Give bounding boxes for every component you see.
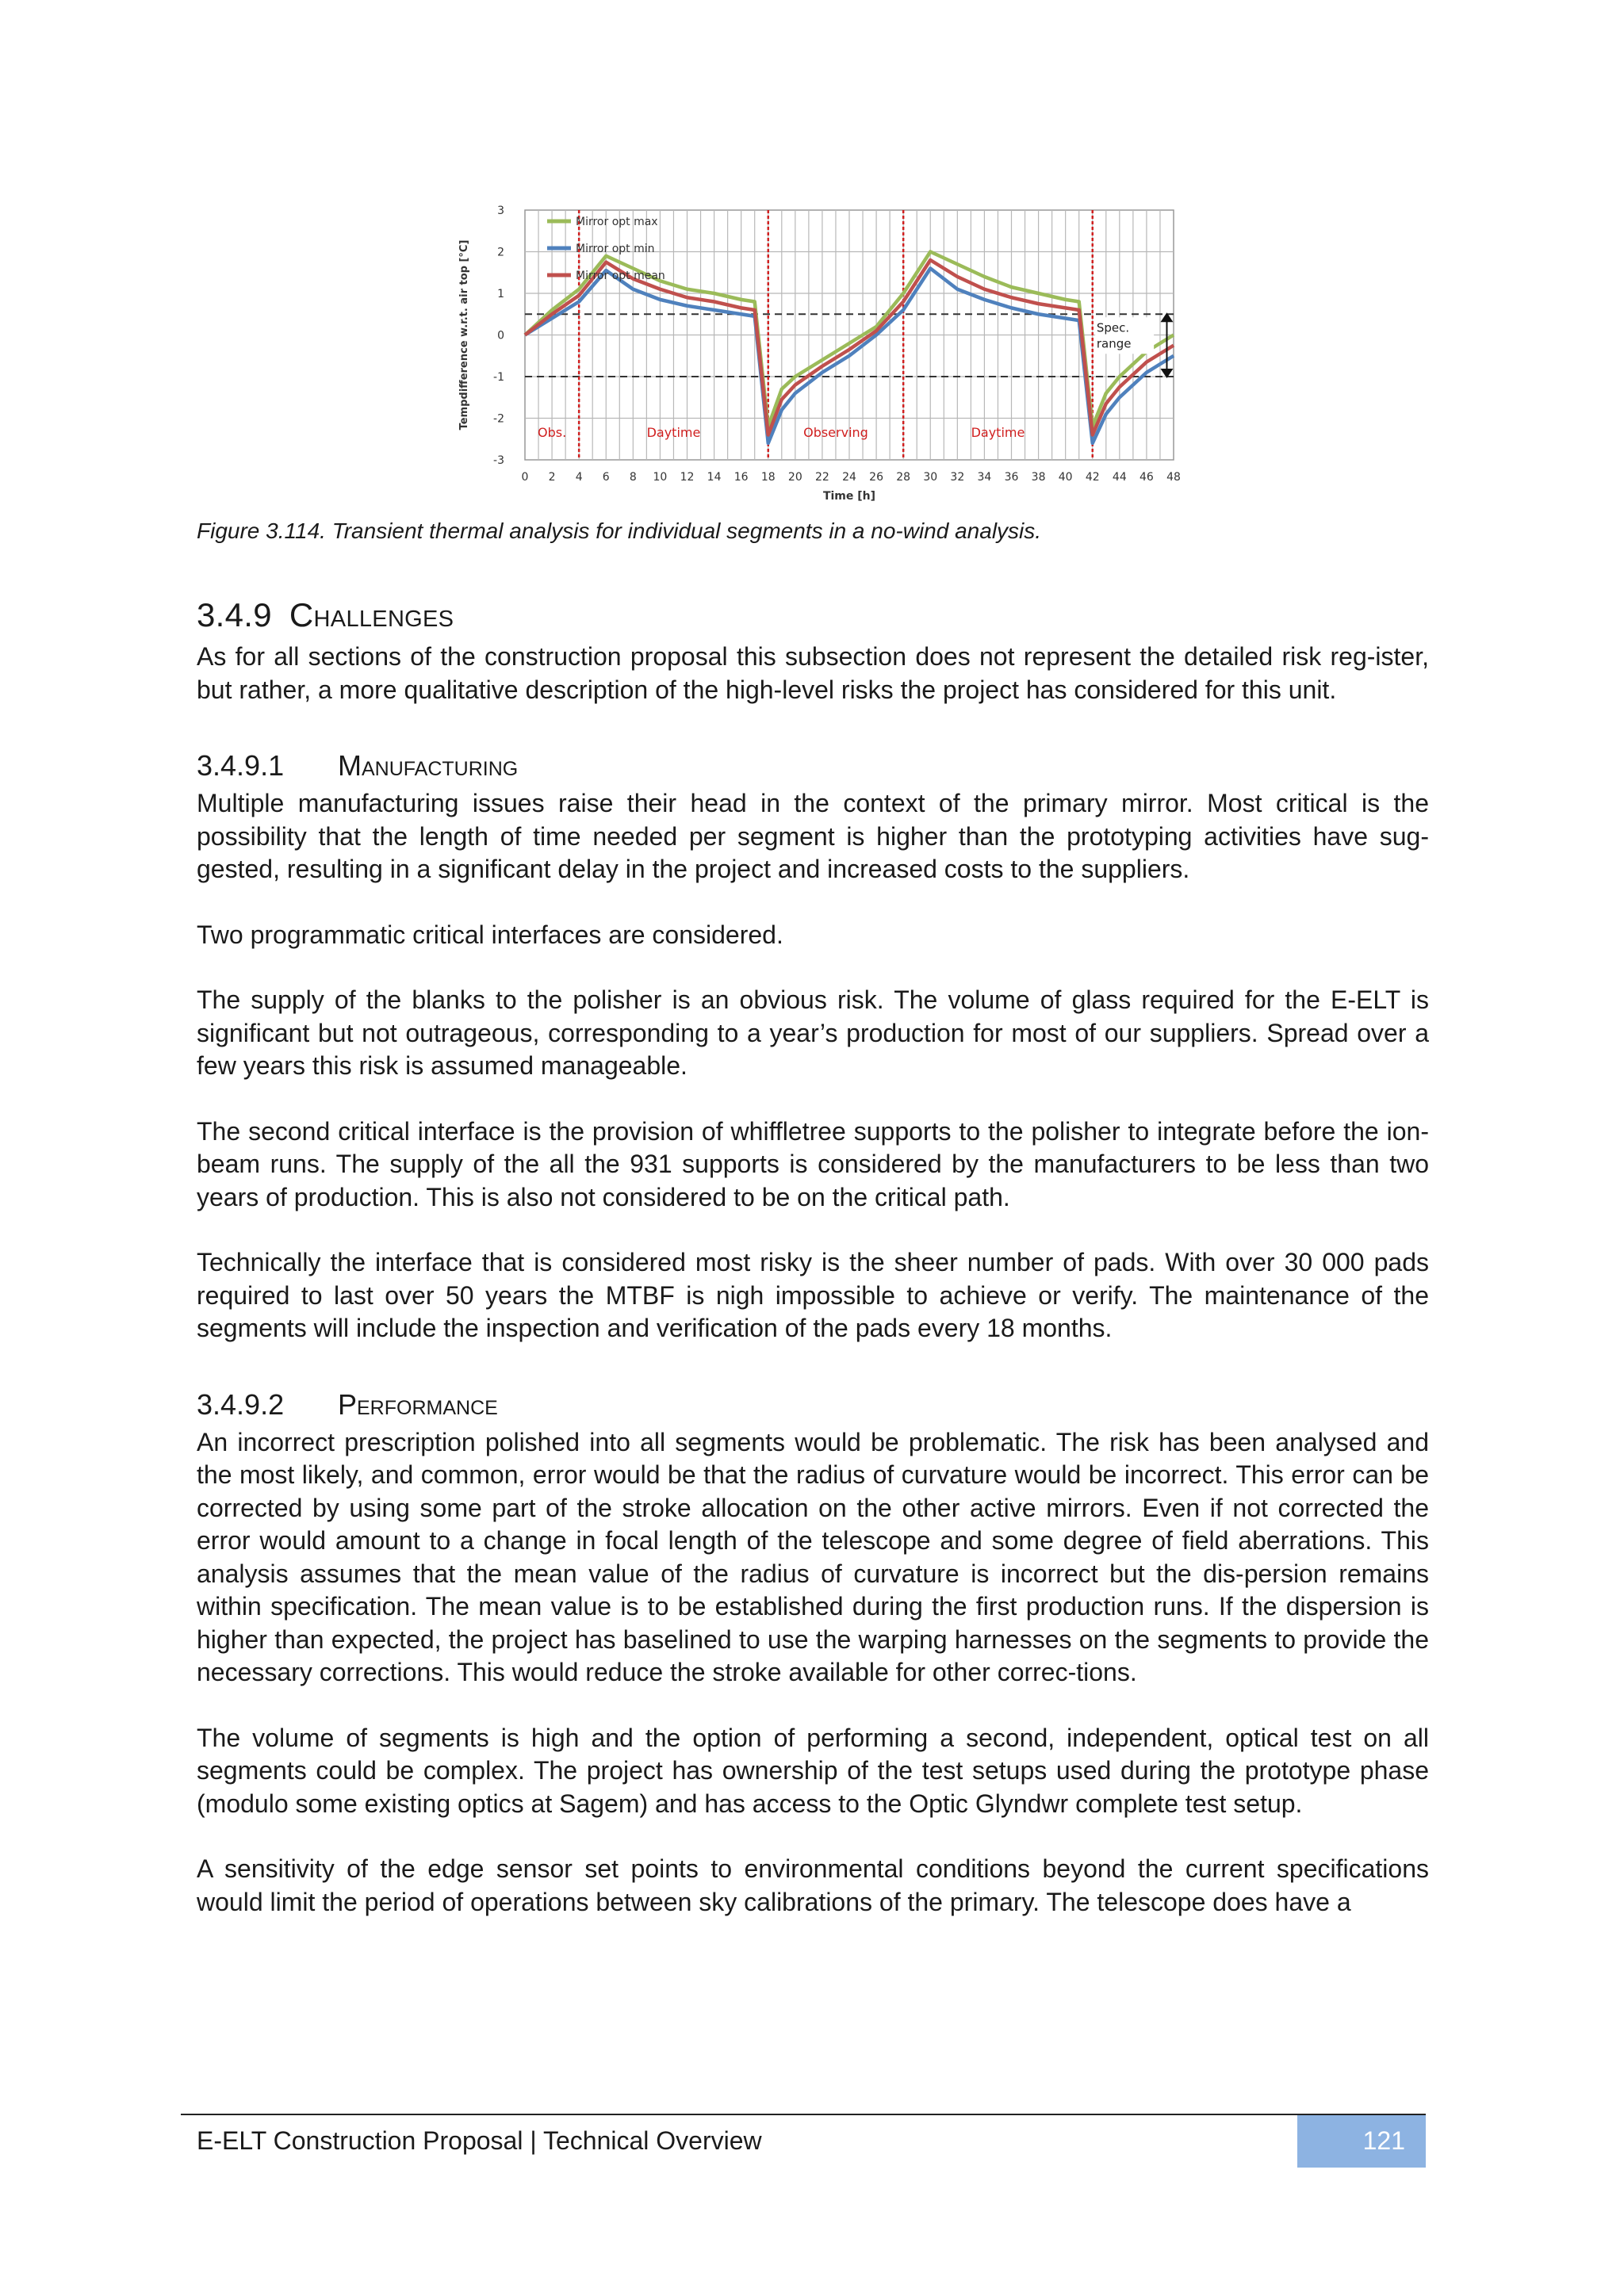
paragraph: Technically the interface that is considered most risky is the sheer number of pads. With over 30 000 pads required to last over 50 years the MTBF is nigh impossible to achieve or verify. The maintenance of the segments will include the inspection and verification of the pads every 18 months. bbox=[197, 1248, 1429, 1342]
subsection-heading-performance bbox=[197, 1388, 1429, 1422]
paragraph: The volume of segments is high and the option of performing a second, independent, optical test on all segments could be complex. The project has ownership of the test setups used during the prototype phase (modulo some existing optics at Sagem) and has access to the Optic Glyndwr complete test setup. bbox=[197, 1723, 1429, 1818]
x-tick-label: 34 bbox=[977, 471, 992, 484]
legend-label: Mirror opt min bbox=[576, 243, 655, 255]
legend-label: Mirror opt max bbox=[576, 216, 658, 228]
paragraph: Two programmatic critical interfaces are considered. bbox=[197, 920, 783, 949]
x-tick-label: 8 bbox=[629, 471, 637, 484]
y-tick-label: 2 bbox=[497, 246, 504, 259]
x-tick-label: 30 bbox=[923, 471, 938, 484]
y-tick-label: 1 bbox=[497, 288, 504, 300]
x-tick-label: 28 bbox=[896, 471, 911, 484]
footer-title: E-ELT Construction Proposal | Technical Overview bbox=[197, 2126, 762, 2155]
phase-label: Daytime bbox=[646, 425, 701, 441]
x-tick-label: 42 bbox=[1085, 471, 1100, 484]
x-tick-label: 46 bbox=[1139, 471, 1154, 484]
x-tick-label: 20 bbox=[787, 471, 802, 484]
subsection-title: Performance bbox=[338, 1387, 498, 1421]
paragraph: The second critical interface is the provision of whiffletree supports to the polisher to integrate before the ion-beam runs. The supply of the all the 931 supports is considered by the manufacturers to be less than two years of production. This is also not considered to be on the critical path. bbox=[197, 1116, 1429, 1211]
x-tick-label: 0 bbox=[521, 471, 529, 484]
x-tick-label: 26 bbox=[869, 471, 883, 484]
y-axis-title: Tempdifference w.r.t. air top [°C] bbox=[458, 239, 470, 430]
x-tick-label: 44 bbox=[1112, 471, 1127, 484]
x-tick-label: 48 bbox=[1166, 471, 1181, 484]
x-tick-label: 32 bbox=[950, 471, 965, 484]
x-tick-label: 40 bbox=[1058, 471, 1073, 484]
x-tick-label: 10 bbox=[653, 471, 668, 484]
x-axis-title: Time [h] bbox=[822, 490, 876, 503]
footer-rule bbox=[181, 2114, 1426, 2115]
paragraph: Multiple manufacturing issues raise their head in the context of the primary mirror. Most critical is the possibility that the length of time needed per segment is higher than the prototyping activities have sug-gested, resulting in a significant delay in the project and increased costs to the suppliers. bbox=[197, 789, 1429, 883]
legend-label: Mirror opt mean bbox=[576, 270, 665, 282]
y-tick-label: 0 bbox=[497, 329, 504, 342]
y-tick-label: -3 bbox=[493, 454, 504, 467]
page-number: 121 bbox=[1297, 2115, 1426, 2168]
y-tick-label: -1 bbox=[493, 371, 504, 384]
main-content bbox=[197, 596, 1429, 1951]
subsection-title: Manufacturing bbox=[338, 749, 519, 782]
phase-label: Observing bbox=[803, 425, 868, 441]
x-tick-label: 4 bbox=[575, 471, 583, 484]
x-tick-label: 18 bbox=[760, 471, 776, 484]
x-tick-label: 38 bbox=[1031, 471, 1046, 484]
paragraph: A sensitivity of the edge sensor set points to environmental conditions beyond the current specifications would limit the period of operations between sky calibrations of the primary. The telescope does have a bbox=[197, 1854, 1429, 1916]
subsection-number: 3.4.9.2 bbox=[197, 1387, 285, 1421]
subsection-number: 3.4.9.1 bbox=[197, 749, 285, 782]
x-tick-label: 16 bbox=[733, 471, 749, 484]
y-tick-label: -2 bbox=[493, 412, 504, 426]
section-number: 3.4.9 bbox=[197, 596, 272, 633]
x-tick-label: 14 bbox=[707, 471, 722, 484]
x-tick-label: 22 bbox=[815, 471, 829, 484]
x-tick-label: 36 bbox=[1004, 471, 1019, 484]
x-tick-label: 24 bbox=[842, 471, 856, 484]
intro-paragraph: As for all sections of the construction proposal this subsection does not represent the detailed risk reg-ister, but rather, a more qualitative description of the high-level risks the project has considered for this unit. bbox=[197, 642, 1429, 704]
paragraph: An incorrect prescription polished into all segments would be problematic. The risk has been analysed and the most likely, and common, error would be that the radius of curvature would be incorrect. This error can be corrected by using some part of the stroke allocation on the other active mirrors. Even if not corrected the error would amount to a change in focal length of the telescope and some degree of field aberrations. This analysis assumes that the mean value of the radius of curvature is incorrect but the dis-persion remains within specification. The mean value is to be established during the first production runs. If the dispersion is higher than expected, the project has baselined to use the warping harnesses on the segments to provide the necessary corrections. This would reduce the stroke available for other correc-tions. bbox=[197, 1427, 1429, 1686]
section-title: Challenges bbox=[289, 596, 454, 633]
phase-label: Obs. bbox=[537, 425, 567, 441]
subsection-heading-manufacturing bbox=[197, 749, 1429, 783]
x-tick-label: 6 bbox=[602, 471, 610, 484]
annotation-text: range bbox=[1096, 336, 1132, 351]
y-tick-label: 3 bbox=[497, 205, 504, 217]
phase-label: Daytime bbox=[971, 425, 1025, 441]
figure-caption: Figure 3.114. Transient thermal analysis for individual segments in a no-wind analysis. bbox=[197, 519, 1042, 543]
section-heading bbox=[197, 596, 1429, 634]
annotation-text: Spec. bbox=[1096, 320, 1130, 335]
x-tick-label: 2 bbox=[548, 471, 556, 484]
thermal-chart bbox=[456, 190, 1185, 507]
paragraph: The supply of the blanks to the polisher is an obvious risk. The volume of glass required for the E-ELT is significant but not outrageous, corresponding to a year’s production for most of our suppliers. Spread over a few years this risk is assumed manageable. bbox=[197, 985, 1429, 1080]
x-tick-label: 12 bbox=[680, 471, 695, 484]
